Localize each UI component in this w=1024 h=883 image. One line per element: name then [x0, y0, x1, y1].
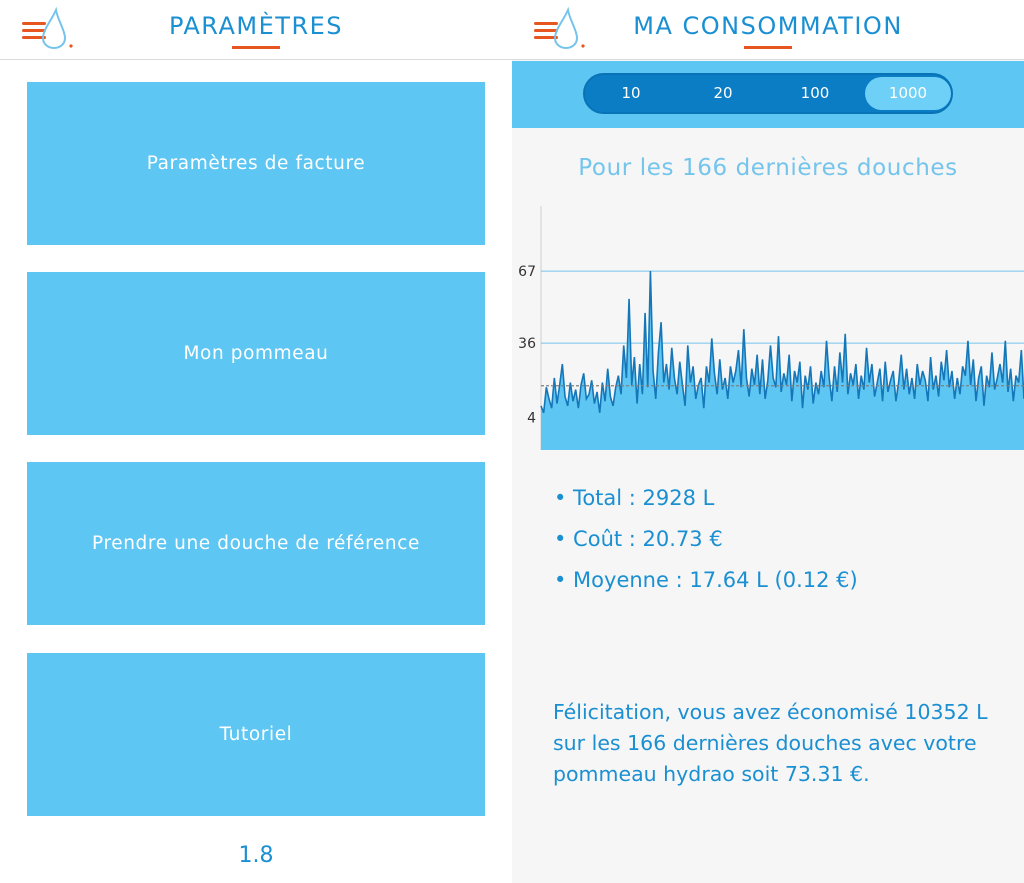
settings-header: [0, 0, 512, 60]
page-title: PARAMÈTRES: [168, 12, 344, 40]
savings-message: Félicitation, vous avez économisé 10352 L sur les 166 dernières douches avec votre pommeau hydrao soit 73.31 €.: [553, 700, 988, 786]
segment-1000-selected[interactable]: 1000: [865, 77, 951, 110]
app-version: 1.8: [238, 843, 274, 868]
consumption-header: [512, 0, 1024, 60]
chart-title: Pour les 166 dernières douches: [578, 155, 958, 181]
title-underline: [232, 46, 280, 49]
consumption-panel: [512, 0, 1024, 883]
my-showerhead-label: Mon pommeau: [183, 343, 329, 364]
stats-list: [554, 482, 858, 605]
billing-settings-button[interactable]: [27, 82, 485, 245]
tutorial-label: Tutoriel: [219, 724, 293, 745]
stat-cost: • Coût : 20.73 €: [554, 527, 723, 551]
y-tick-label: 67: [518, 264, 536, 281]
my-showerhead-button[interactable]: [27, 272, 485, 435]
shower-count-segmented-control: [583, 73, 953, 114]
consumption-chart: [512, 200, 1024, 455]
stat-total: • Total : 2928 L: [554, 486, 715, 510]
y-tick-label: 4: [527, 410, 536, 427]
reference-shower-label: Prendre une douche de référence: [92, 533, 420, 554]
stat-average: • Moyenne : 17.64 L (0.12 €): [554, 568, 858, 592]
y-tick-label: 36: [518, 336, 536, 353]
reference-shower-button[interactable]: [27, 462, 485, 625]
segment-20[interactable]: 20: [713, 84, 733, 102]
tutorial-button[interactable]: [27, 653, 485, 816]
period-selector-bar: [512, 61, 1024, 128]
title-underline: [744, 46, 792, 49]
consumption-area: [541, 271, 1024, 450]
segment-10[interactable]: 10: [621, 84, 641, 102]
billing-settings-label: Paramètres de facture: [146, 153, 366, 174]
segment-100[interactable]: 100: [800, 84, 830, 102]
page-title: MA CONSOMMATION: [633, 12, 903, 40]
